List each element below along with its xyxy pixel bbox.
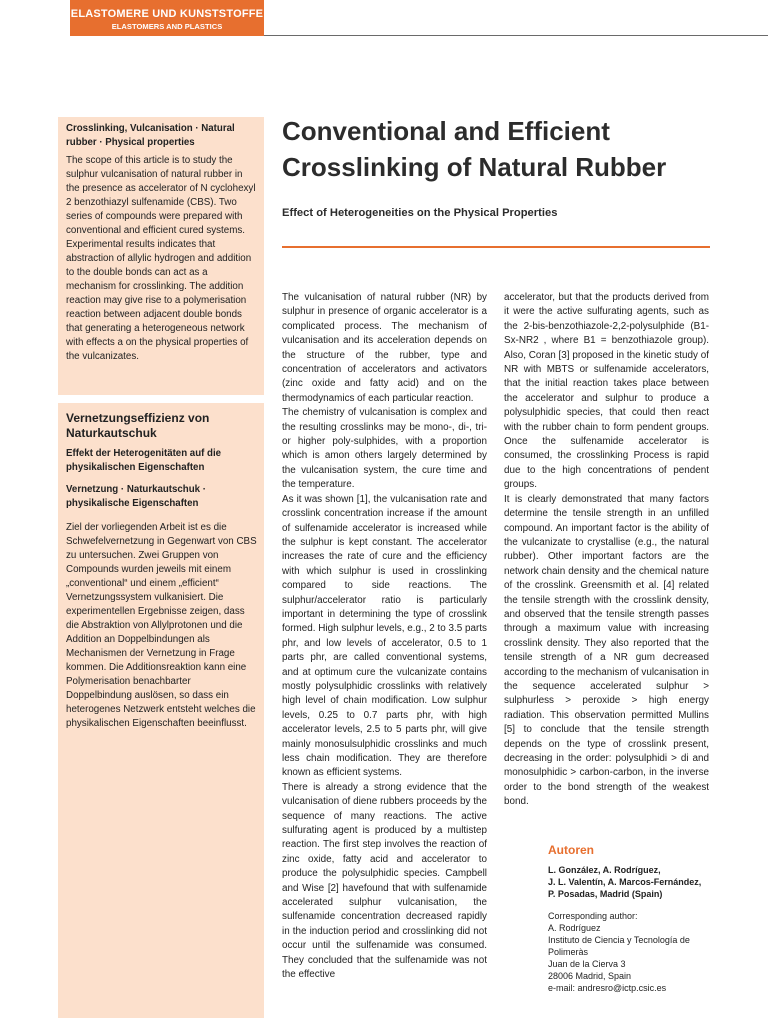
section-title-en: ELASTOMERS AND PLASTICS — [111, 22, 223, 31]
german-abstract-text: Ziel der vorliegenden Arbeit ist es die Schwefelvernetzung in Gegenwart von CBS zu untersuchen. Zwei Gruppen von Compounds wurden jeweils mit einem „conventional“ und einem „efficient“ Vernetzungssystem vulkanisiert. Die experimentellen Ergebnisse zeigen, dass die Abstraktion von Allylprotonen und die Addition an Doppelbindungen als Mechanismen der Vernetzung in Frage kommen. Die Additionsreaktion kann eine Polymerisation benachbarter Doppelbindung auslösen, so dass ein heterogenes Netzwerk entsteht welches die physikalischen Eigenschaften beeinflusst. — [66, 522, 257, 729]
section-banner — [70, 0, 264, 36]
contact-line: Instituto de Ciencia y Tecnología de — [548, 935, 690, 945]
german-title: Vernetzungseffizienz von Naturkautschuk — [66, 411, 210, 440]
abstract-english-box — [58, 117, 264, 395]
author-line: J. L. Valentín, A. Marcos-Fernández, — [548, 877, 702, 887]
title-rule — [282, 246, 710, 248]
body-paragraph: It is clearly demonstrated that many factors determine the tensile strength in an unfilled compound. An important factor is the ability of the vulcanizate to crystallise (e.g., the natural rubber). Other important factors are the network chain density and the chemical nature of the crosslink. Greensmith et al. [4] related the tensile strength with the crosslink density, and observed that the tensile strength passes through a maximum value with increasing crosslink density. They also reported that the tensile strength of a NR gum decreased according to the mechanism of vulcanisation in the sequence accelerated sulphur > sulphurless > peroxide > high energy radiation. This observation permitted Mullins [5] to conclude that the tensile strength depends on the type of crosslink present, decreasing in the order: polysulphidi > di and monosulphidic > carbon-carbon, in the inverse order to the bond strength of the weakest bond. — [504, 493, 709, 808]
article-subtitle: Effect of Heterogeneities on the Physical Properties — [282, 207, 558, 219]
author-line: P. Posadas, Madrid (Spain) — [548, 889, 663, 899]
email-line: e-mail: andresro@ictp.csic.es — [548, 983, 667, 993]
section-title-de: ELASTOMERE UND KUNSTSTOFFE — [70, 8, 264, 20]
contact-line: A. Rodríguez — [548, 923, 601, 933]
header-rule — [264, 35, 768, 36]
author-names — [548, 864, 753, 900]
authors-block — [548, 844, 753, 994]
abstract-keywords: Crosslinking, Vulcanisation · Natural rubber · Physical properties — [66, 123, 235, 148]
body-column-2 — [504, 291, 709, 810]
author-line: L. González, A. Rodríguez, — [548, 865, 661, 875]
contact-line: Juan de la Cierva 3 — [548, 959, 626, 969]
body-paragraph: The vulcanisation of natural rubber (NR) by sulphur in presence of organic accelerator is a complicated process. The mechanism of vulcanisation and its acceleration depends on the structure of the rubber, type and concentration of accelerators and activators (zinc oxide and fatty acid) and on the thermodynamics of each particular reaction. — [282, 292, 487, 404]
contact-line: Corresponding author: — [548, 911, 638, 921]
german-keywords: Vernetzung · Naturkautschuk · physikalische Eigenschaften — [66, 484, 206, 509]
contact-line: 28006 Madrid, Spain — [548, 971, 632, 981]
abstract-german-box — [58, 403, 264, 1018]
body-paragraph: accelerator, but that the products derived from it were the active sulfurating agents, such as the 2-bis-benzothiazole-2,2-polysulphide (B1-Sx-NR2 , where B1 = benzothiazole group). Also, Coran [3] proposed in the kinetic study of NR with MBTS or sulfenamide accelerators, that the initial reaction takes place between the accelerator and sulphur to produce a polysulphidic species, that could then react with the rubber chain to form pendent groups. Once the sulfenamide accelerator is consumed, the crosslinking Process is rapid due to the high concentrations of pendent groups. — [504, 292, 709, 491]
abstract-text: The scope of this article is to study the sulphur vulcanisation of natural rubber in the presence as accelerator of N cyclohexyl 2 benzothiazyl sulfenamide (CBS). Two series of compounds were prepared with conventional and efficient cured systems. Experimental results indicates that abstraction of allylic hydrogen and addition to the double bonds can act as a mechanism for crosslinking. The addition reaction may give rise to a polymerisation reaction between adjacent double bonds that generating a heterogeneous network with effects a on the physical properties of the vulcanizates. — [66, 155, 256, 362]
contact-line: Polimeràs — [548, 947, 589, 957]
article-title: Conventional and Efficient Crosslinking of Natural Rubber — [282, 116, 667, 182]
body-column-1 — [282, 291, 487, 983]
body-paragraph: As it was shown [1], the vulcanisation rate and crosslink concentration increase if the amount of sulfenamide accelerator is increased while the sulphur is kept constant. The accelerator increases the rate of cure and the efficiency with which sulphur is used in crosslinking compared to side reactions. The sulphur/accelerator ratio is particularly important in determining the type of crosslink formed. High sulphur levels, e.g., 2 to 3.5 parts phr, and low levels of accelerator, 0.5 to 1 parts phr, are called conventional systems, and at optimum cure the vulcanizate contains mostly polysulphidic crosslinks with relatively high level of chain modification. Low sulphur levels, 0.25 to 0.7 parts phr, with high accelerator levels, 2.5 to 5 parts phr, will give mainly monosulsulphidic crosslinks and much less chain modification. They are therefore known as efficient systems. — [282, 493, 487, 779]
german-subtitle: Effekt der Heterogenitäten auf die physikalischen Eigenschaften — [66, 448, 222, 473]
corresponding-author — [548, 910, 753, 994]
body-paragraph: The chemistry of vulcanisation is complex and the resulting crosslinks may be mono-, di-, tri- or higher poly-sulphides, with a proportion which is amon others largely determined by the vulcanisation system, the cure time and the temperature. — [282, 407, 487, 491]
body-paragraph: There is already a strong evidence that the vulcanisation of diene rubbers proceeds by the sequence of many reactions. The active sulfurating agent is produced by a multistep reaction. The first step involves the reaction of zinc oxide, fatty acid and accelerator to produce the polysulphidic species. Campbell and Wise [2] havefound that with sulfenamide accelerated sulphur vulcanisation, the sulfenamide concentration decreased rapidly in the induction period and crosslinking did not occur until the sulfenamide was consumed. They concluded that the sulfenamide was not the effective — [282, 781, 487, 981]
authors-heading: Autoren — [548, 843, 594, 857]
